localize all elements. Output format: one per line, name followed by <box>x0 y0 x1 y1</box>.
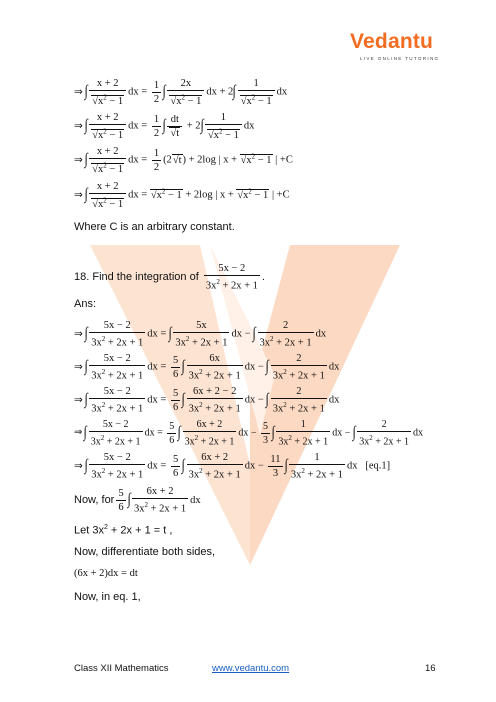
math-line-4: ⇒∫ x + 2 √ $x^2 - 1$ dx = √ $x^2 - 1 + 2\log$ | x + √ $x^2 - 1$ | +C <box>74 181 290 210</box>
let-line: Let $3x^2 + 2x + 1 = t$ , <box>74 524 173 537</box>
where-c-text: Where C is an arbitrary constant. <box>74 221 235 233</box>
ans-line-1: ⇒∫ $\frac{5x - 2}{3x^2 + 2x + 1}$ dx = ∫ $\frac{5x}{3x^2 + 2x + 1}$ dx − ∫ $\frac{2}{3x^2 + 2x + 1}$ dx <box>74 320 327 349</box>
footer-website-link[interactable]: www.vedantu.com <box>212 663 290 674</box>
differentiate-line: Now, differentiate both sides, <box>74 546 216 558</box>
math-line-1: ⇒∫ x + 2 √ $x^2 - 1$ dx = $\frac{1}{2}$ ∫ 2x √ $x^2 - 1$ dx + 2∫ 1 √ $x^2 - 1$ dx <box>74 78 287 107</box>
answer-label: Ans: <box>74 298 97 310</box>
math-line-2: ⇒∫ x + 2 √ $x^2 - 1$ dx = $\frac{1}{2}$ ∫ dt √ t + 2∫ 1 √ $x^2 - 1$ dx <box>74 112 254 141</box>
logo-text: Vedantu <box>350 30 434 53</box>
question-18: 18. Find the integration of $\frac{5x - 2}{3x^2 + 2x + 1}$ . <box>74 263 265 292</box>
diff-equation: (6x + 2)dx = dt <box>74 568 138 579</box>
ans-line-5: ⇒∫ $\frac{5x - 2}{3x^2 + 2x + 1}$ dx = $\frac{5}{6}$ ∫ $\frac{6x + 2}{3x^2 + 2x + 1}$ dx − $\frac{11}{3}$ ∫ $\frac{1}{3x^2 + 2x + 1}$ dx [eq.1] <box>74 452 391 481</box>
now-for-line: Now, for $\frac{5}{6}$ ∫ $\frac{6x + 2}{3x^2 + 2x + 1}$ dx <box>74 486 201 515</box>
math-line-3: ⇒∫ x + 2 √ $x^2 - 1$ dx = $\frac{1}{2}$ (2√ t) + 2log | x + √ $x^2 - 1$ | +C <box>74 146 293 175</box>
footer-page-number: 16 <box>425 663 436 674</box>
logo-tagline: LIVE ONLINE TUTORING <box>360 56 440 61</box>
vedantu-logo <box>350 32 460 66</box>
footer-course: Class XII Mathematics <box>74 663 169 674</box>
now-eq1-line: Now, in eq. 1, <box>74 591 141 603</box>
ans-line-2: ⇒∫ $\frac{5x - 2}{3x^2 + 2x + 1}$ dx = $\frac{5}{6}$ ∫ $\frac{6x}{3x^2 + 2x + 1}$ dx − ∫ $\frac{2}{3x^2 + 2x + 1}$ dx <box>74 353 340 382</box>
ans-line-4: ⇒∫ $\frac{5x - 2}{3x^2 + 2x + 1}$ dx = $\frac{5}{6}$ ∫ $\frac{6x + 2}{3x^2 + 2x + 1}$ dx − $\frac{5}{3}$ ∫ $\frac{1}{3x^2 + 2x + 1}$ dx − ∫ $\frac{2}{3x^2 + 2x + 1}$ dx <box>74 419 423 448</box>
ans-line-3: ⇒∫ $\frac{5x - 2}{3x^2 + 2x + 1}$ dx = $\frac{5}{6}$ ∫ $\frac{6x + 2 - 2}{3x^2 + 2x + 1}$ dx − ∫ $\frac{2}{3x^2 + 2x + 1}$ dx <box>74 386 340 415</box>
